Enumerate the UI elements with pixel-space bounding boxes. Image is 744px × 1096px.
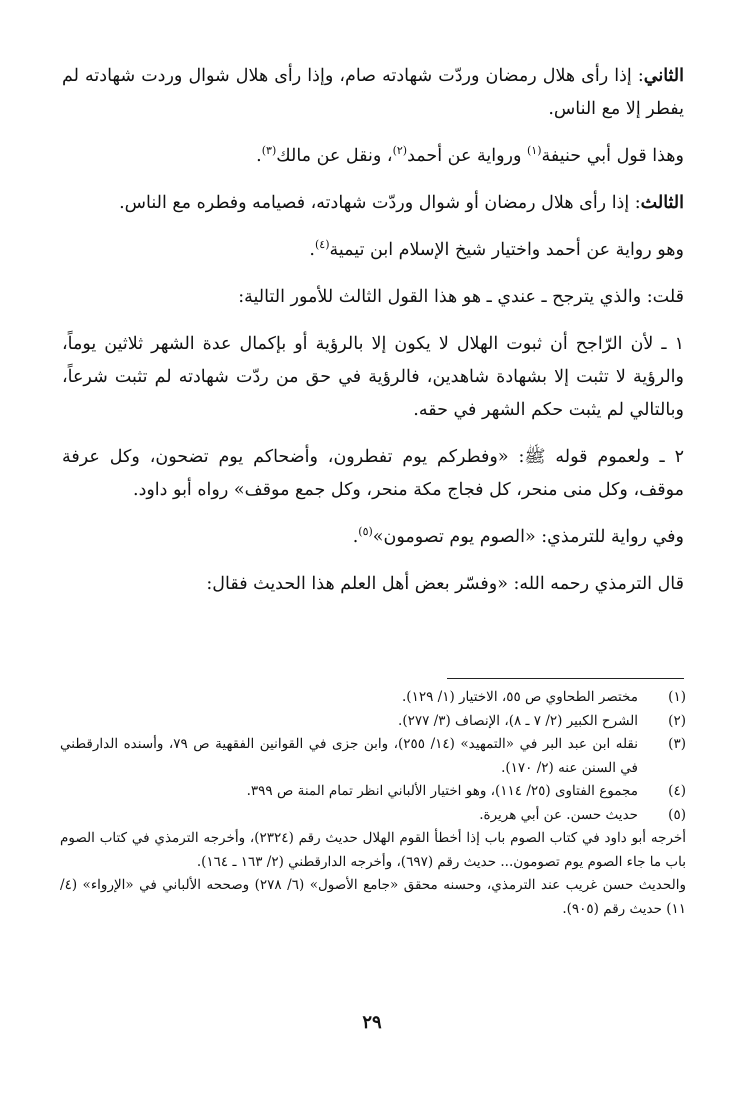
footnote-text: مختصر الطحاوي ص ٥٥، الاختيار (١/ ١٢٩).	[402, 689, 638, 705]
footnote-2	[60, 710, 686, 734]
footnote-ref-4[interactable]: (٤)	[315, 238, 330, 252]
paragraph-text: ورواية عن أحمد	[407, 146, 527, 166]
footnote-ref-5[interactable]: (٥)	[358, 525, 373, 539]
footnote-5-sources: أخرجه أبو داود في كتاب الصوم باب إذا أخطأ القوم الهلال حديث رقم (٢٣٢٤)، وأخرجه الترمذي في كتاب الصوم باب ما جاء الصوم يوم تصومون... حديث رقم (٦٩٧)، وأخرجه الدارقطني (٢/ ١٦٣ ـ ١٦٤).	[60, 830, 686, 870]
footnote-3	[60, 733, 686, 780]
footnote-number: (٥)	[668, 806, 686, 823]
footnote-number: (١)	[668, 689, 686, 705]
footnote-5	[60, 804, 686, 828]
page-number: ٢٩	[362, 1012, 382, 1033]
footnote-divider	[447, 678, 684, 679]
paragraph-text: .	[256, 146, 262, 166]
paragraph-reason-2: ٢ ـ ولعموم قوله ﷺ: «وفطركم يوم تفطرون، وأضحاكم يوم تضحون، وكل عرفة موقف، وكل منى منحر، كل فجاج مكة منحر، وكل جمع موقف» رواه أبو داود.	[62, 447, 684, 500]
footnote-5-details	[60, 827, 686, 921]
paragraph-tirmidhi-narration	[62, 521, 684, 554]
label-third: الثالث	[640, 193, 684, 213]
paragraph-hanafi-view	[62, 140, 684, 173]
footnote-ref-3[interactable]: (٣)	[261, 144, 277, 158]
footnote-text: مجموع الفتاوى (٢٥/ ١١٤)، وهو اختيار الألباني انظر تمام المنة ص ٣٩٩.	[246, 783, 638, 799]
paragraph-text: .	[309, 240, 315, 260]
footnote-text: نقله ابن عبد البر في «التمهيد» (١٤/ ٢٥٥)، وابن جزى في القوانين الفقهية ص ٧٩، وأسنده الدارقطني في السنن عنه (٢/ ١٧٠).	[60, 736, 639, 776]
label-second: الثاني	[643, 66, 684, 86]
footnote-text: حديث حسن. عن أبي هريرة.	[479, 806, 638, 823]
footnote-number: (٤)	[668, 783, 686, 799]
footnote-4	[60, 780, 686, 804]
paragraph-tirmidhi-quote: قال الترمذي رحمه الله: «وفسّر بعض أهل العلم هذا الحديث فقال:	[206, 574, 684, 594]
paragraph-preferred: قلت: والذي يترجح ـ عندي ـ هو هذا القول الثالث للأمور التالية:	[238, 287, 684, 307]
footnote-5-grading: والحديث حسن غريب عند الترمذي، وحسنه محقق «جامع الأصول» (٦/ ٢٧٨) وصححه الألباني في «الإرواء» (٤/ ١١) حديث رقم (٩٠٥).	[60, 877, 686, 917]
footnote-number: (٢)	[668, 712, 686, 729]
paragraph-text: وفي رواية للترمذي: «الصوم يوم تصومون»	[372, 527, 684, 547]
paragraph-text: : إذا رأى هلال رمضان أو شوال وردّت شهادته، فصيامه وفطره مع الناس.	[119, 193, 641, 213]
main-text	[62, 60, 684, 615]
paragraph-second-opinion	[62, 60, 684, 126]
footnote-ref-2[interactable]: (٢)	[392, 144, 408, 158]
footnote-number: (٣)	[668, 736, 686, 752]
footnote-1	[60, 686, 686, 710]
paragraph-text: ، ونقل عن مالك	[276, 146, 393, 166]
paragraph-reason-1: ١ ـ لأن الرّاجح أن ثبوت الهلال لا يكون إلا بالرؤية أو بإكمال عدة الشهر ثلاثين يوماً، والرؤية لا تثبت إلا بشهادة شاهدين، فالرؤية في حق من ردّت شهادته لم تثبت شرعاً، وبالتالي لم يثبت حكم الشهر في حقه.	[62, 334, 684, 420]
footnotes	[60, 686, 686, 921]
paragraph-text: : إذا رأى هلال رمضان وردّت شهادته صام، وإذا رأى هلال شوال وردت شهادته لم يفطر إلا مع الناس.	[62, 66, 684, 119]
footnote-ref-1[interactable]: (١)	[527, 144, 542, 158]
footnote-text: الشرح الكبير (٢/ ٧ ـ ٨)، الإنصاف (٣/ ٢٧٧).	[398, 712, 638, 729]
paragraph-text: وهذا قول أبي حنيفة	[541, 146, 684, 166]
paragraph-third-opinion	[62, 187, 684, 220]
paragraph-ibn-taymiyya	[62, 234, 684, 267]
paragraph-text: .	[352, 527, 359, 547]
paragraph-text: وهو رواية عن أحمد واختيار شيخ الإسلام ابن تيمية	[329, 240, 684, 260]
